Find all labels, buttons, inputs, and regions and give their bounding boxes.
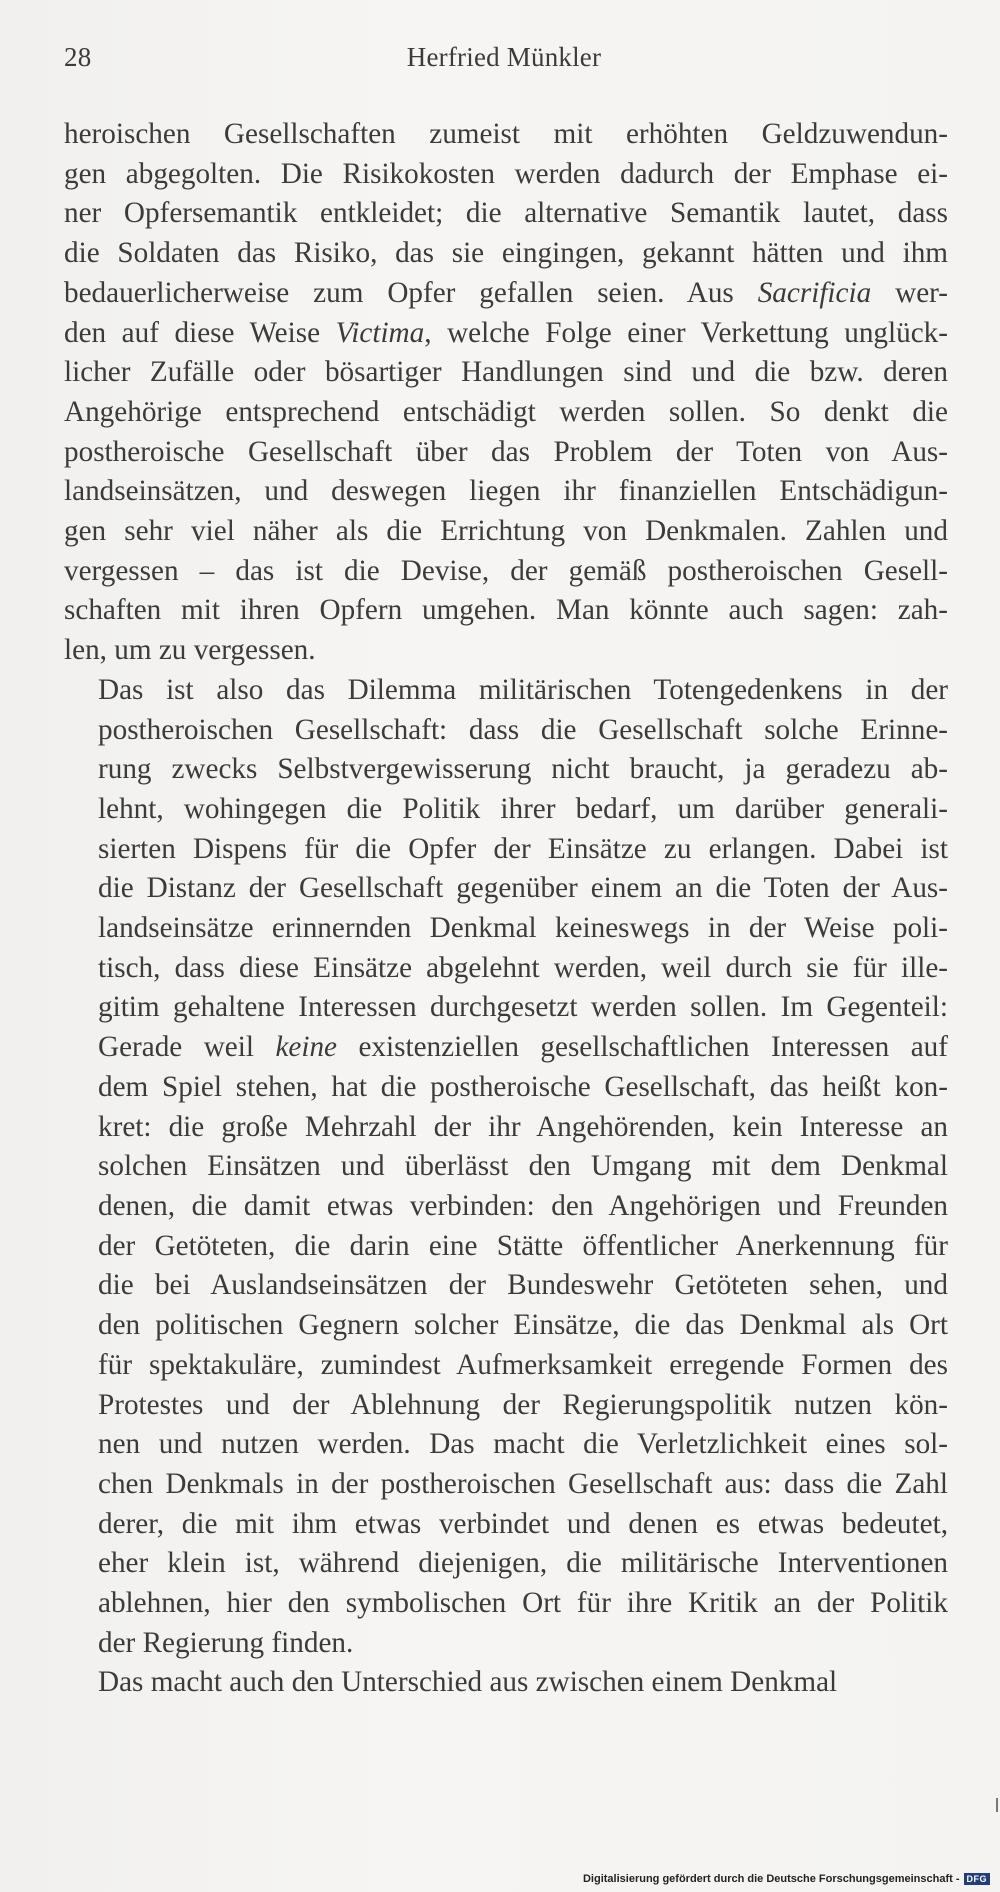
text-line: rung zwecks Selbstvergewisserung nicht braucht, ja geradezu ab- <box>98 753 948 786</box>
text-line: Gerade weil keine existenziellen gesellschaftlichen Interessen auf <box>98 1031 948 1064</box>
digitization-footer <box>583 1873 990 1885</box>
text-line: kret: die große Mehrzahl der ihr Angehörenden, kein Interesse an <box>98 1110 948 1143</box>
body-text <box>64 115 948 1703</box>
text-line: dem Spiel stehen, hat die postheroische Gesellschaft, das heißt kon- <box>98 1070 948 1103</box>
text-line: ablehnen, hier den symbolischen Ort für ihre Kritik an der Politik <box>98 1587 948 1620</box>
text-line: ner Opfersemantik entkleidet; die alternative Semantik lautet, dass <box>64 197 948 230</box>
text-line: die Soldaten das Risiko, das sie eingingen, gekannt hätten und ihm <box>64 237 948 270</box>
text-line: licher Zufälle oder bösartiger Handlungen sind und die bzw. deren <box>64 356 948 389</box>
text-line: sierten Dispens für die Opfer der Einsätze zu erlangen. Dabei ist <box>98 832 948 865</box>
text-line: postheroische Gesellschaft über das Problem der Toten von Aus- <box>64 435 948 468</box>
text-line: gitim gehaltene Interessen durchgesetzt werden sollen. Im Gegenteil: <box>98 991 948 1024</box>
scan-edge-mark <box>996 1798 998 1812</box>
text-line: für spektakuläre, zumindest Aufmerksamkeit erregende Formen des <box>98 1348 948 1381</box>
text-line: schaften mit ihren Opfern umgehen. Man könnte auch sagen: zah- <box>64 594 948 627</box>
dfg-logo-icon: DFG <box>964 1873 991 1885</box>
text-line: bedauerlicherweise zum Opfer gefallen seien. Aus Sacrificia wer- <box>64 276 948 309</box>
footer-text: Digitalisierung gefördert durch die Deutsche Forschungsgemeinschaft - <box>582 1873 960 1885</box>
text-line: gen sehr viel näher als die Errichtung von Denkmalen. Zahlen und <box>64 515 948 548</box>
text-line: der Getöteten, die darin eine Stätte öffentlicher Anerkennung für <box>98 1229 948 1262</box>
text-line: die Distanz der Gesellschaft gegenüber einem an die Toten der Aus- <box>98 872 948 905</box>
page-header <box>64 42 944 82</box>
text-line: Das ist also das Dilemma militärischen Totengedenkens in der <box>98 673 948 706</box>
text-line: postheroischen Gesellschaft: dass die Gesellschaft solche Erinne- <box>98 713 948 746</box>
text-line: solchen Einsätzen und überlässt den Umgang mit dem Denkmal <box>98 1150 948 1183</box>
running-head-author: Herfried Münkler <box>406 42 602 72</box>
text-line: Protestes und der Ablehnung der Regierungspolitik nutzen kön- <box>98 1388 948 1421</box>
text-line: der Regierung finden. <box>98 1626 354 1659</box>
paragraph <box>64 671 948 1664</box>
text-line: landseinsätzen, und deswegen liegen ihr finanziellen Entschädigun- <box>64 475 948 508</box>
page-number: 28 <box>64 42 92 72</box>
text-line: tisch, dass diese Einsätze abgelehnt werden, weil durch sie für ille- <box>98 951 948 984</box>
text-line: denen, die damit etwas verbinden: den Angehörigen und Freunden <box>98 1189 948 1222</box>
text-line: Das macht auch den Unterschied aus zwischen einem Denkmal <box>98 1666 838 1699</box>
text-line: die bei Auslandseinsätzen der Bundeswehr Getöteten sehen, und <box>98 1269 948 1302</box>
paragraph <box>64 115 948 671</box>
text-line: den politischen Gegnern solcher Einsätze, die das Denkmal als Ort <box>98 1309 948 1342</box>
text-line: vergessen – das ist die Devise, der gemäß postheroischen Gesell- <box>64 554 948 587</box>
text-line: heroischen Gesellschaften zumeist mit erhöhten Geldzuwendun- <box>64 118 948 150</box>
paragraph <box>64 1663 948 1703</box>
text-line: den auf diese Weise Victima, welche Folge einer Verkettung unglück- <box>64 316 948 349</box>
text-line: derer, die mit ihm etwas verbindet und denen es etwas bedeutet, <box>98 1507 948 1540</box>
text-line: len, um zu vergessen. <box>64 634 316 667</box>
text-line: landseinsätze erinnernden Denkmal keineswegs in der Weise poli- <box>98 912 948 945</box>
text-line: chen Denkmals in der postheroischen Gesellschaft aus: dass die Zahl <box>98 1467 948 1500</box>
text-line: Angehörige entsprechend entschädigt werden sollen. So denkt die <box>64 395 948 428</box>
text-line: eher klein ist, während diejenigen, die militärische Interventionen <box>98 1547 948 1580</box>
text-line: nen und nutzen werden. Das macht die Verletzlichkeit eines sol- <box>98 1428 948 1461</box>
text-line: lehnt, wohingegen die Politik ihrer bedarf, um darüber generali- <box>98 792 948 825</box>
text-line: gen abgegolten. Die Risikokosten werden dadurch der Emphase ei- <box>64 157 948 190</box>
